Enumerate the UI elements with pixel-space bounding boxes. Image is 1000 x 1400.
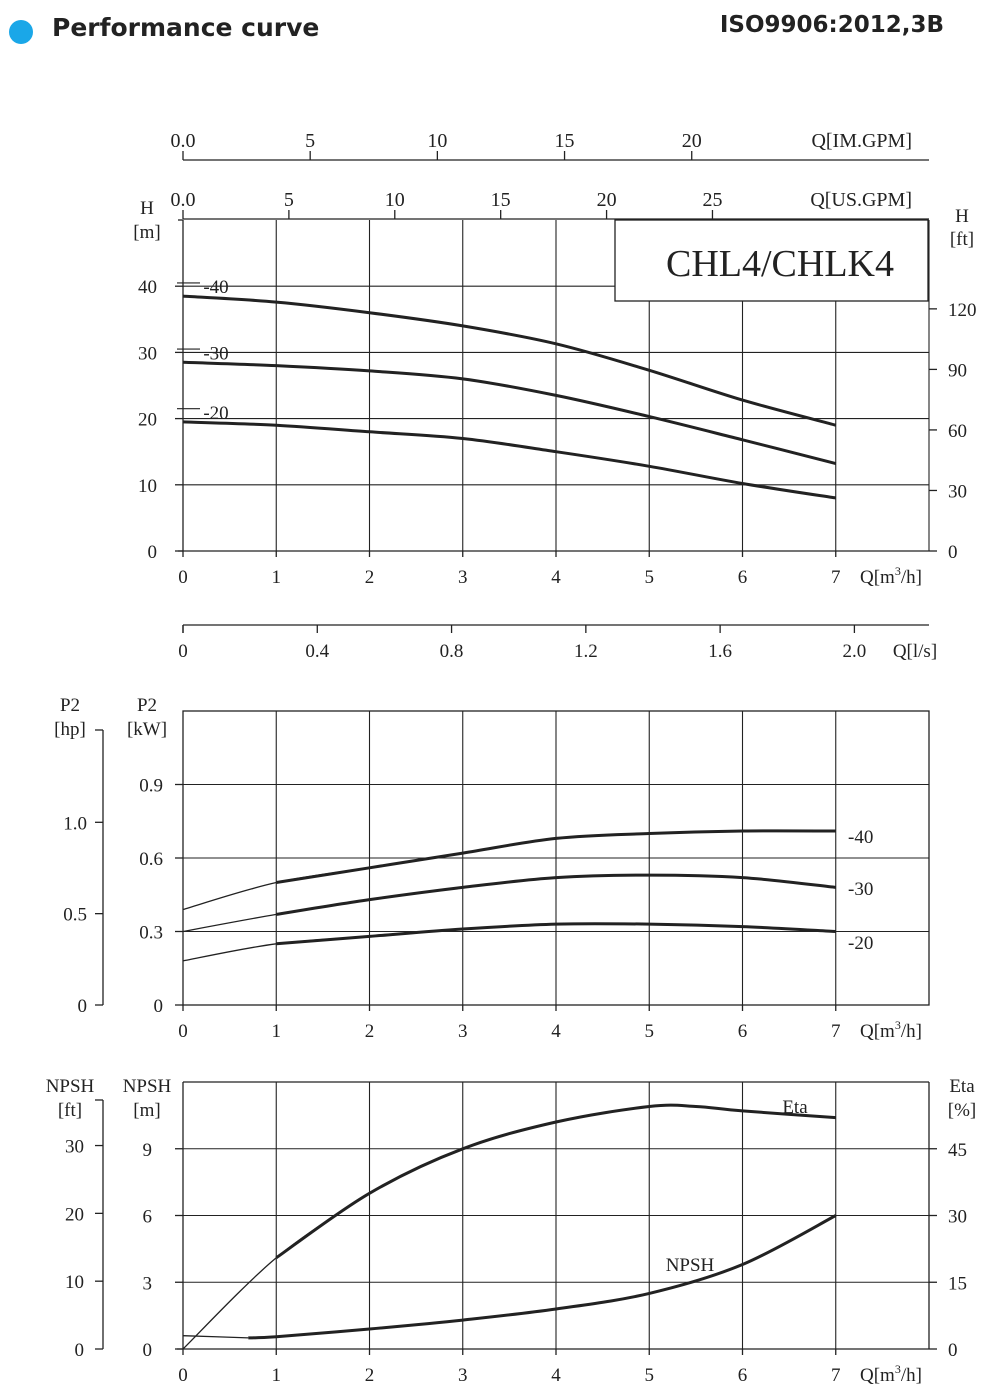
top-axis-tick-label: 15 — [554, 130, 575, 152]
top-axis-tick-label: 10 — [384, 189, 405, 211]
h-xtick-label: 5 — [644, 567, 654, 588]
npsh-curve-label: NPSH — [665, 1255, 715, 1276]
page-title: Performance curve — [52, 13, 320, 42]
p-xtick-label: 6 — [737, 1021, 748, 1042]
p-xtick-label: 7 — [831, 1021, 841, 1042]
top-axis-tick-label: 5 — [283, 189, 294, 211]
ls-axis-tick-label: 1.2 — [573, 641, 598, 662]
n-yright-label: 30 — [948, 1206, 967, 1228]
power-curve-label: -40 — [848, 827, 874, 848]
h-yright-label: 120 — [948, 299, 977, 321]
n-xtick-label: 2 — [364, 1365, 375, 1386]
p-xtick-label: 1 — [271, 1021, 281, 1042]
p-ytick-label: 0.6 — [139, 849, 163, 870]
h-ylabel-unit: [m] — [133, 222, 161, 243]
h-xlabel: $Q[m^3/h]$ — [860, 564, 922, 588]
h-yright-label: 30 — [948, 481, 967, 503]
h-xtick-label: 3 — [458, 567, 468, 588]
top-axis-tick-label: 5 — [305, 130, 316, 152]
head-curve — [183, 362, 836, 463]
n-yright-label: 45 — [948, 1139, 967, 1161]
h-ylabel: H — [140, 198, 154, 219]
n-ylabel-unit: [m] — [133, 1100, 161, 1121]
top-axis-tick-label: 20 — [681, 130, 702, 152]
ls-axis-tick-label: 1.6 — [708, 641, 732, 662]
top-axis-tick-label: 25 — [702, 189, 723, 211]
h-xtick-label: 7 — [831, 567, 841, 588]
top-axis-tick-label: 0.0 — [170, 189, 196, 211]
top-axis-title: Q[IM.GPM] — [811, 130, 912, 152]
n-yright-label: 15 — [948, 1273, 967, 1295]
head-curve-label: -30 — [203, 343, 229, 365]
n-yright-label: 0 — [948, 1340, 958, 1361]
head-curve-label: -40 — [203, 277, 229, 299]
n-outer-tick-label: 10 — [65, 1272, 84, 1294]
h-ytick-label: 40 — [138, 277, 157, 299]
top-axis-tick-label: 15 — [490, 189, 511, 211]
top-axis-tick-label: 0.0 — [170, 130, 196, 152]
n-ytick-label: 6 — [142, 1206, 152, 1228]
p-xtick-label: 2 — [364, 1021, 375, 1042]
head-curve-label: -20 — [203, 402, 229, 424]
n-xtick-label: 6 — [737, 1365, 748, 1386]
p-outer-tick-label: 1.0 — [63, 813, 87, 835]
top-axis-title: Q[US.GPM] — [810, 189, 912, 211]
ls-axis-tick-label: 0.8 — [439, 641, 464, 662]
n-ytick-label: 9 — [142, 1139, 152, 1161]
ls-axis-tick-label: 0 — [178, 641, 188, 662]
model-title: CHL4/CHLK4 — [666, 243, 894, 285]
h-yright-title: H — [955, 206, 969, 227]
head-curve — [183, 296, 836, 425]
power-curve-label: -20 — [848, 933, 874, 954]
p-outer-tick-label: 0 — [77, 996, 87, 1017]
n-outer-tick-label: 20 — [65, 1204, 84, 1226]
p-outer-tick-label: 0.5 — [63, 904, 87, 926]
h-xtick-label: 0 — [178, 567, 188, 588]
n-xlabel: $Q[m^3/h]$ — [860, 1362, 922, 1386]
p-ytick-label: 0 — [153, 996, 163, 1017]
h-xtick-label: 1 — [271, 567, 281, 588]
ls-axis-tick-label: 2.0 — [842, 641, 867, 662]
p-outer-ylabel: P2 — [59, 695, 81, 716]
n-outer-tick-label: 30 — [65, 1136, 84, 1158]
ls-axis-tick-label: 0.4 — [305, 641, 330, 662]
n-xtick-label: 7 — [831, 1365, 841, 1386]
p-outer-ylabel-unit: [hp] — [54, 719, 86, 740]
top-axis-tick-label: 10 — [427, 130, 448, 152]
n-ytick-label: 3 — [142, 1273, 152, 1295]
n-outer-ylabel: NPSH — [45, 1076, 95, 1097]
n-yright-title: Eta — [949, 1076, 975, 1097]
n-xtick-label: 1 — [271, 1365, 281, 1386]
n-xtick-label: 4 — [551, 1365, 561, 1386]
h-ytick-label: 0 — [147, 542, 157, 563]
p-xtick-label: 5 — [644, 1021, 654, 1042]
top-axis-tick-label: 20 — [596, 189, 617, 211]
p-ytick-label: 0.9 — [139, 775, 163, 797]
h-yright-label: 60 — [948, 420, 967, 442]
n-xtick-label: 3 — [458, 1365, 468, 1386]
npsh-curve — [248, 1216, 836, 1338]
n-ylabel: NPSH — [122, 1076, 172, 1097]
h-ytick-label: 20 — [138, 409, 157, 431]
p-xtick-label: 0 — [178, 1021, 188, 1042]
p-ylabel: P2 — [136, 695, 158, 716]
n-xtick-label: 5 — [644, 1365, 654, 1386]
h-ytick-label: 30 — [138, 343, 157, 365]
standard-label: ISO9906:2012,3B — [719, 12, 944, 38]
p-ytick-label: 0.3 — [139, 922, 163, 944]
n-xtick-label: 0 — [178, 1365, 188, 1386]
power-curve-label: -30 — [848, 879, 874, 900]
h-xtick-label: 2 — [364, 567, 375, 588]
h-xtick-label: 4 — [551, 567, 561, 588]
p-ylabel-unit: [kW] — [126, 719, 168, 740]
n-outer-tick-label: 0 — [74, 1340, 84, 1361]
h-yright-unit: [ft] — [949, 229, 975, 250]
h-yright-label: 90 — [948, 360, 967, 382]
ls-axis-title: Q[l/s] — [892, 641, 938, 662]
p-xtick-label: 4 — [551, 1021, 561, 1042]
h-ytick-label: 10 — [138, 475, 157, 497]
n-yright-unit: [%] — [947, 1100, 977, 1121]
p-xtick-label: 3 — [458, 1021, 468, 1042]
npsh-curve-start — [183, 1336, 248, 1338]
h-yright-label: 0 — [948, 542, 958, 563]
h-xtick-label: 6 — [737, 567, 748, 588]
n-ytick-label: 0 — [142, 1340, 152, 1361]
eta-curve-label: Eta — [782, 1097, 808, 1118]
n-outer-ylabel-unit: [ft] — [57, 1100, 83, 1121]
p-xlabel: $Q[m^3/h]$ — [860, 1018, 922, 1042]
head-curve — [183, 422, 836, 498]
